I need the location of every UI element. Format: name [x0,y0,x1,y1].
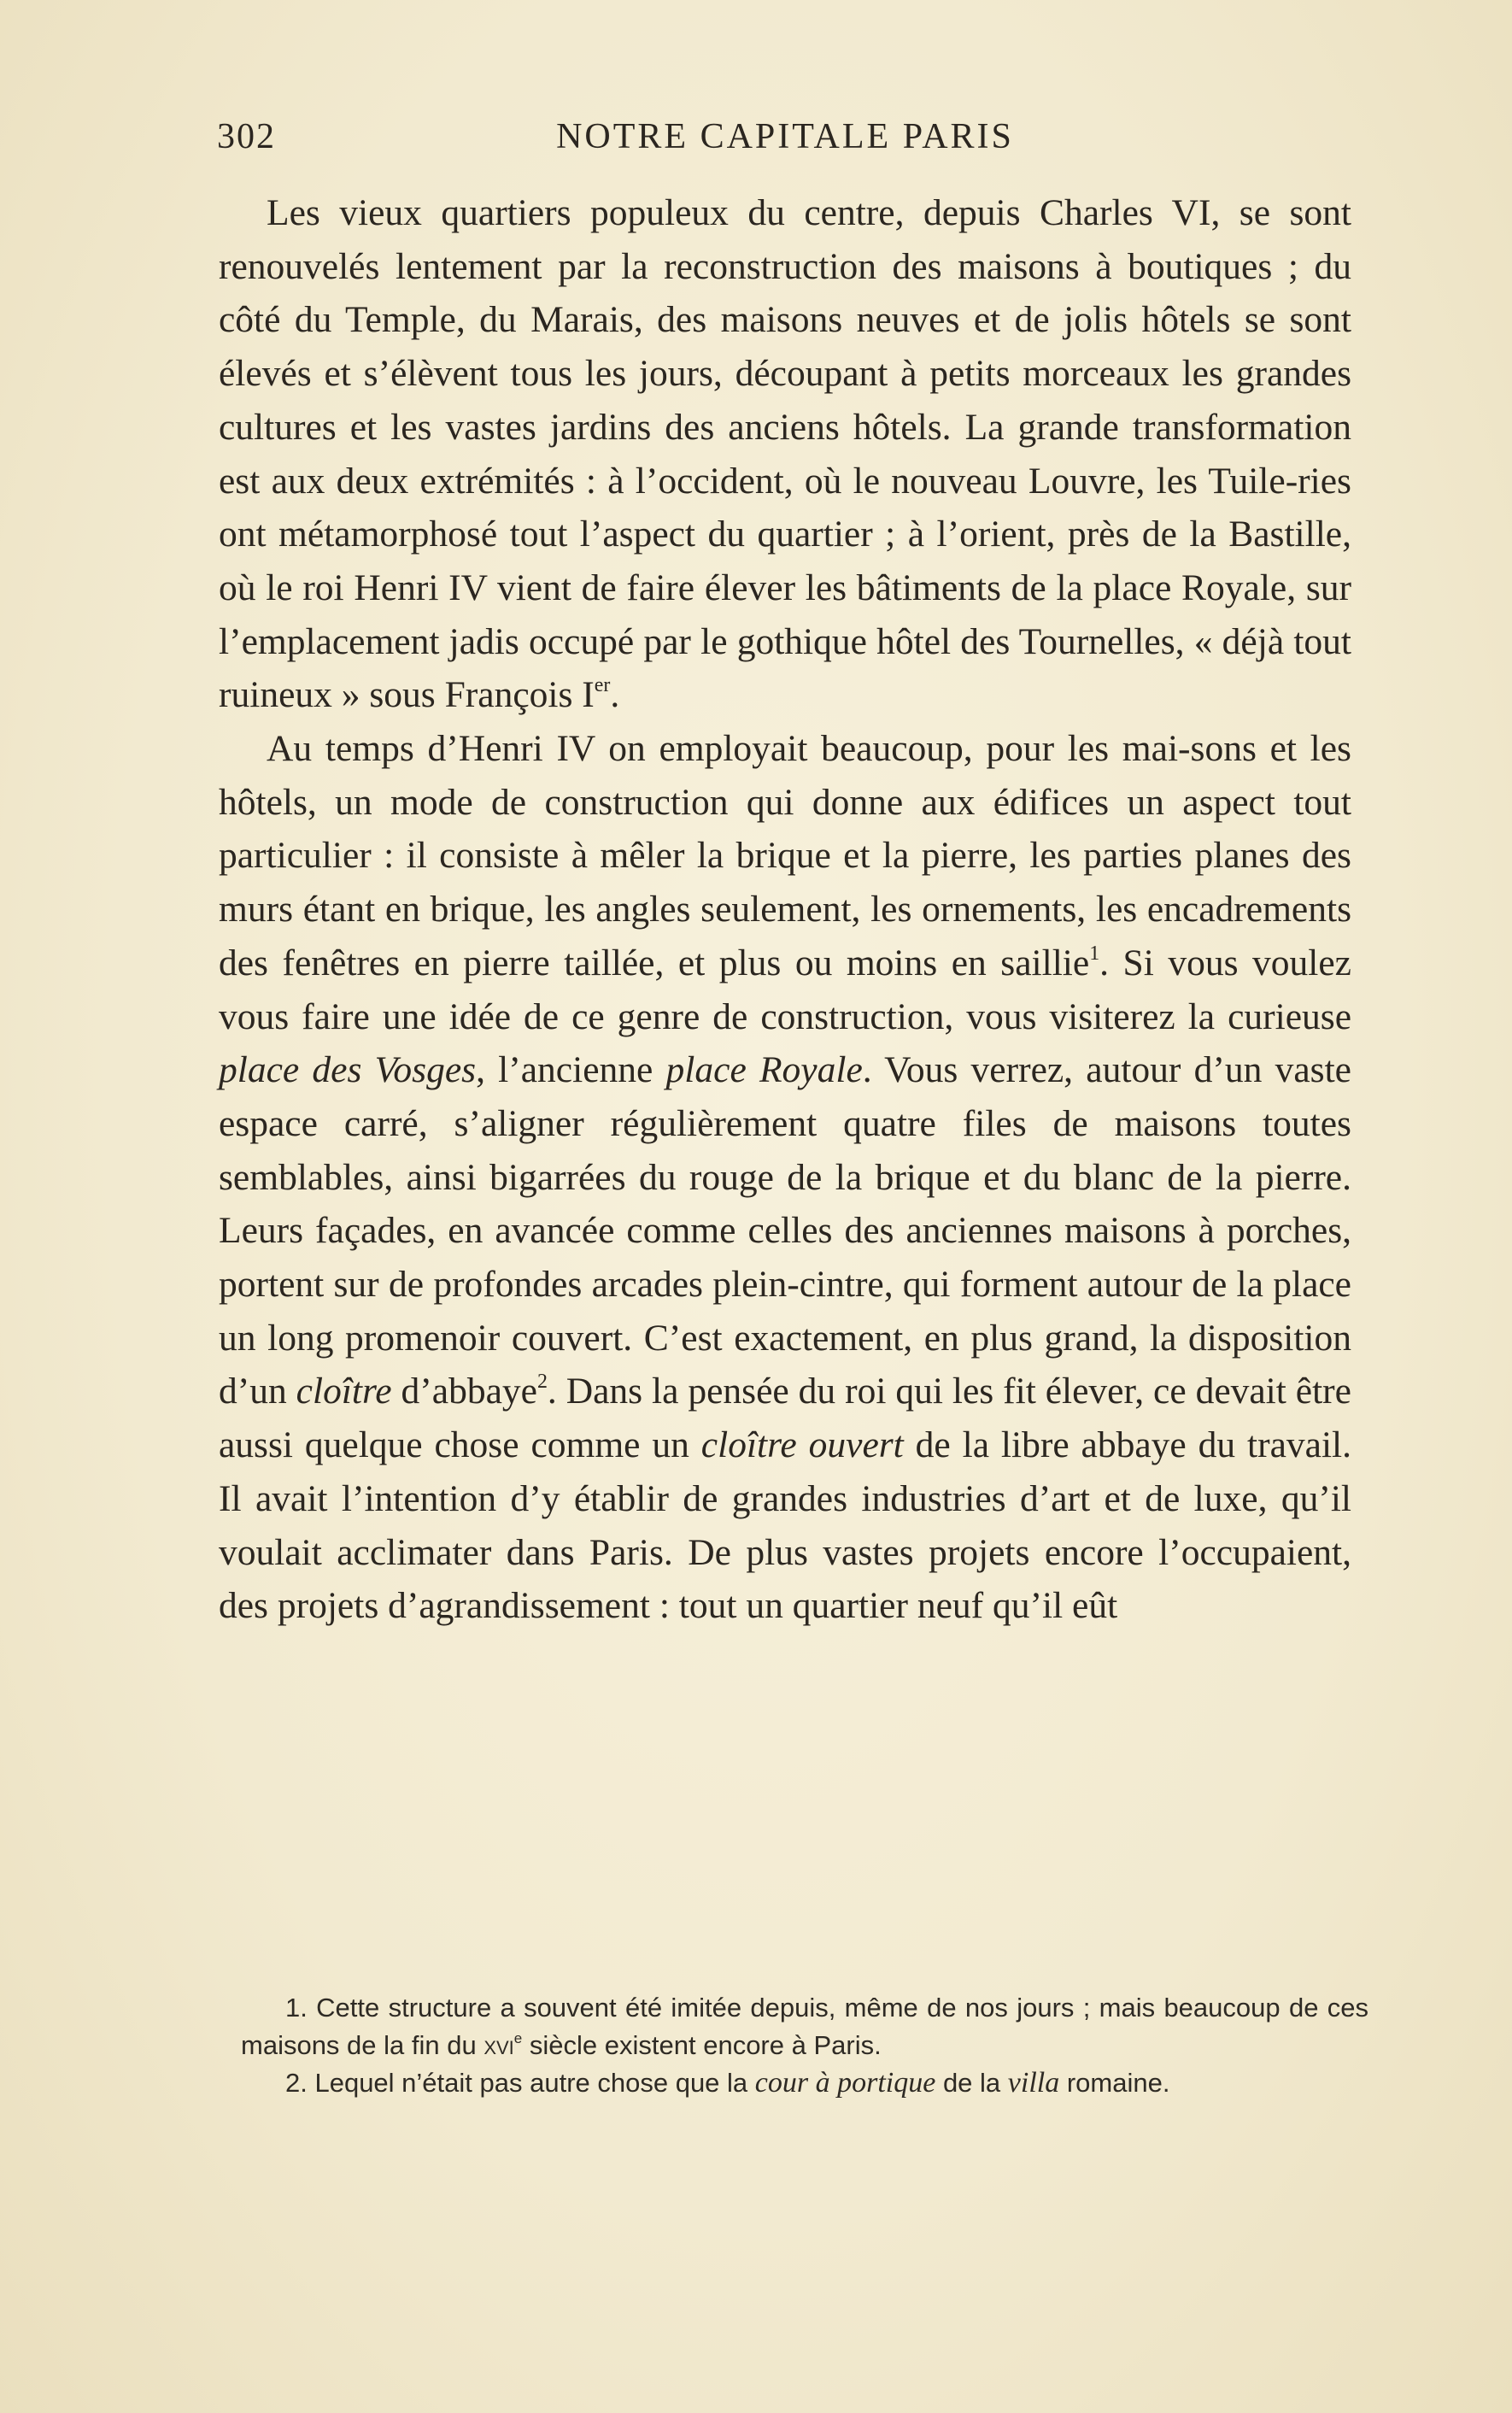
footnote-ref-1: 1 [1089,942,1100,965]
footnote-1-sup: e [513,2030,523,2047]
footnote-2-text-a: 2. Lequel n’était pas autre chose que la [285,2068,755,2098]
paragraph-1-text: Les vieux quartiers populeux du centre, depuis Charles VI, se sont renouvelés lentement par la reconstruction des maisons à boutiques ; du côté du Temple, du Marais, des maisons neuves et de jolis hôtels se sont élevés et s’élèvent tous les jours, découpant à petits morceaux les grandes cultures et les vastes jardins des anciens hôtels. La grande transformation est aux deux extrémités : à l’occident, où le nouveau Louvre, les Tuile-ries ont métamorphosé tout l’aspect du quartier ; à l’orient, près de la Bastille, où le roi Henri IV vient de faire élever les bâtiments de la place Royale, sur l’emplacement jadis occupé par le gothique hôtel des Tournelles, « déjà tout ruineux » sous François I [219,192,1351,716]
paragraph-1-end: . [610,674,620,716]
footnotes [241,1989,1368,2102]
paragraph-2 [219,722,1351,1633]
footnote-2-text-b: de la [935,2068,1008,2098]
paragraph-2-text-e: d’abbaye [391,1371,537,1412]
footnote-2-text-c: romaine. [1059,2068,1170,2098]
paragraph-2-text-d: . Vous verrez, autour d’un vaste espace carré, s’aligner régulièrement quatre files de maisons toutes semblables, ainsi bigarrées du rouge de la brique et du blanc de la pierre. Leurs façades, en avancée comme celles des anciennes maisons à porches, portent sur de profondes arcades plein-cintre, qui forment autour de la place un long promenoir couvert. C’est exactement, en plus grand, la disposition d’un [219,1049,1351,1412]
italic-cloitre-ouvert: cloître ouvert [700,1424,904,1466]
footnote-1-century: xvi [483,2030,514,2060]
italic-place-des-vosges: place des Vosges [219,1049,477,1091]
footnote-1 [241,1989,1368,2064]
footnote-1-text-b: siècle existent encore à Paris. [522,2030,882,2060]
paragraph-2-text-g: de la libre abbaye du travail. Il avait l’intention d’y établir de grandes industries d’art et de luxe, qu’il voulait acclimater dans Paris. De plus vastes projets encore l’occupaient, des projets d’agrandissement : tout un quartier neuf qu’il eût [219,1424,1351,1627]
body-text [219,186,1351,1633]
footnote-2 [241,2064,1368,2102]
page-header [217,116,1353,167]
paragraph-2-text-b: . Si vous voulez vous faire une idée de ce genre de construction, vous visiterez la curieuse [219,942,1351,1037]
footnote-1-text-a: 1. Cette structure a souvent été imitée depuis, même de nos jours ; mais beaucoup de ces maisons de la fin du [241,1993,1368,2060]
paragraph-2-text-a: Au temps d’Henri IV on employait beaucoup, pour les mai-sons et les hôtels, un mode de construction qui donne aux édifices un aspect tout particulier : il consiste à mêler la brique et la pierre, les parties planes des murs étant en brique, les angles seulement, les ornements, les encadrements des fenêtres en pierre taillée, et plus ou moins en saillie [219,728,1351,983]
running-title: NOTRE CAPITALE PARIS [556,117,1014,156]
paragraph-1 [219,186,1351,722]
italic-place-royale: place Royale [665,1049,863,1091]
paragraph-2-text-f: . Dans la pensée du roi qui les fit élever, ce devait être aussi quelque chose comme un [219,1371,1351,1466]
superscript-er: er [594,674,611,697]
page-number: 302 [217,117,276,156]
footnote-2-italic-cour: cour à portique [754,2067,936,2099]
italic-cloitre: cloître [296,1371,392,1412]
footnote-ref-2: 2 [536,1371,548,1394]
footnote-2-italic-villa: villa [1007,2067,1060,2099]
paragraph-2-text-c: , l’ancienne [476,1049,666,1091]
